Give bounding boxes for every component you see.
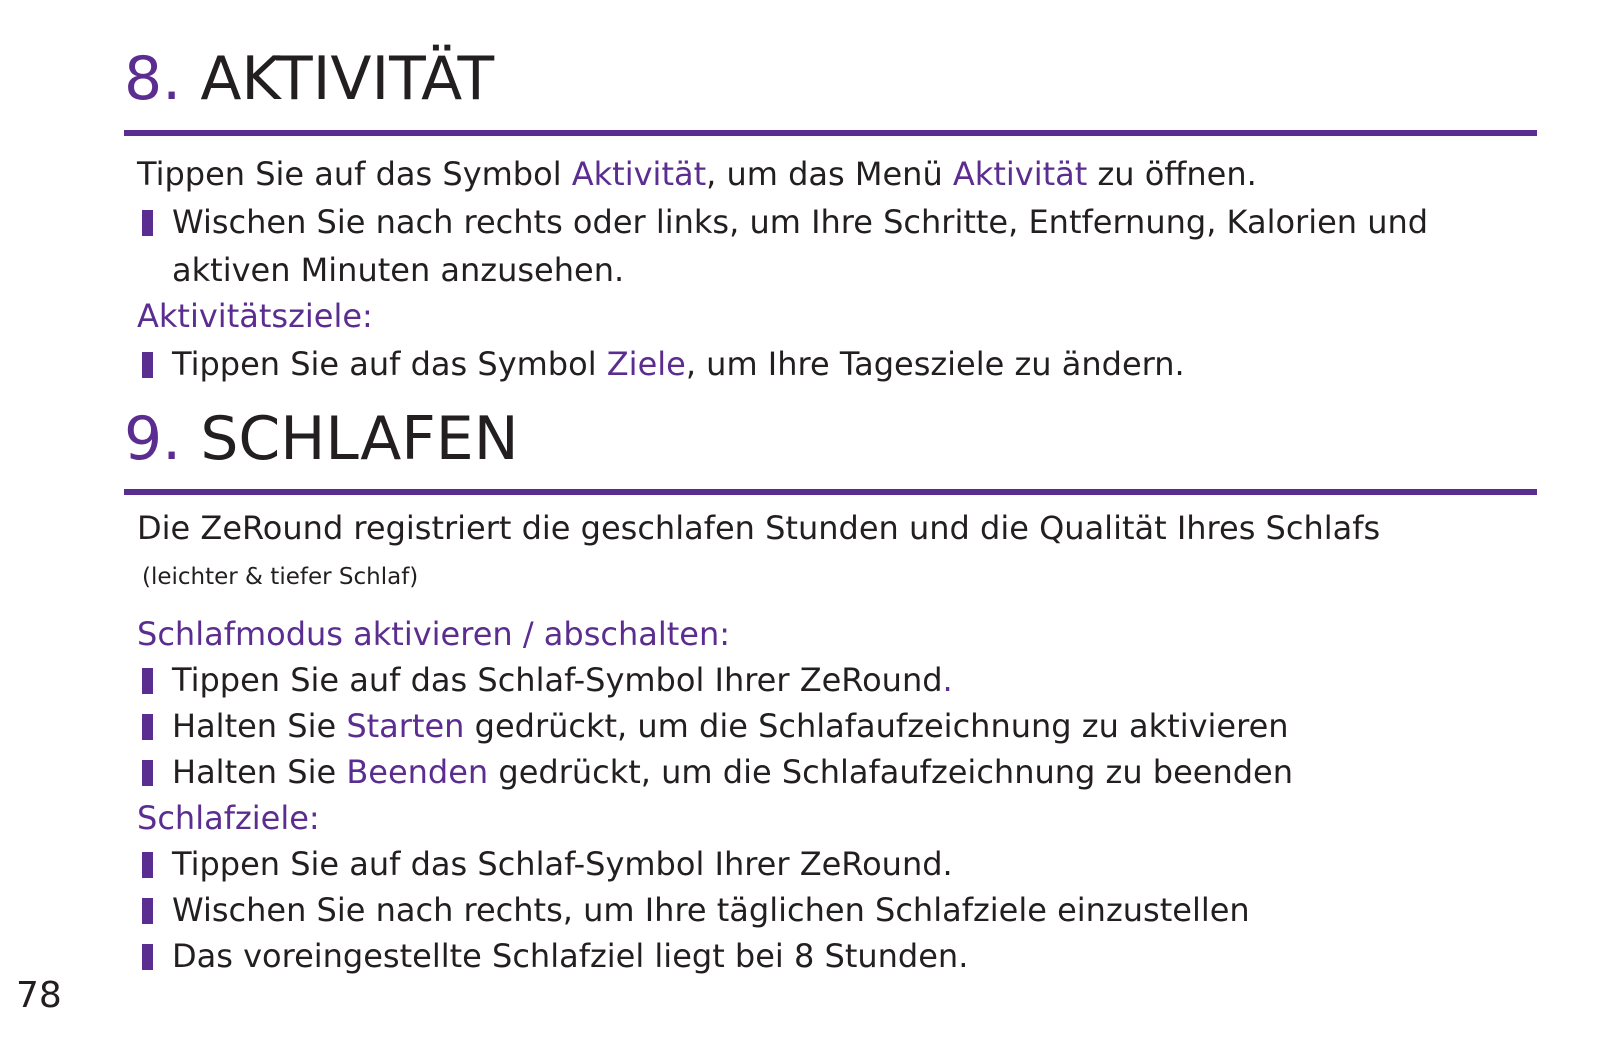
section-8-intro [137, 154, 1257, 194]
list-item [142, 340, 1532, 388]
section-8-number: 8. [124, 44, 182, 114]
bullet-marker [142, 714, 153, 740]
list-item-text: Tippen Sie auf das Schlaf-Symbol Ihrer ZeRound. [172, 845, 953, 883]
list-item [142, 198, 1532, 294]
intro-text-pre: Tippen Sie auf das Symbol [137, 155, 572, 193]
list-item-text: Das voreingestellte Schlafziel liegt bei 8 Stunden. [172, 937, 969, 975]
section-9-heading [124, 404, 519, 474]
list-item-text: Halten Sie Beenden gedrückt, um die Schlafaufzeichnung zu beenden [172, 753, 1294, 791]
activity-menu-ref: Aktivität [952, 155, 1088, 193]
stop-button-ref: Beenden [346, 753, 489, 791]
bullet-marker [142, 944, 153, 970]
start-button-ref: Starten [346, 707, 465, 745]
sleep-goals-heading: Schlafziele: [137, 799, 320, 837]
section-9-number: 9. [124, 404, 182, 474]
list-item [142, 656, 1532, 704]
sleep-mode-heading: Schlafmodus aktivieren / abschalten: [137, 615, 731, 653]
list-item-text: Wischen Sie nach rechts, um Ihre täglichen Schlafziele einzustellen [172, 891, 1250, 929]
bullet-marker [142, 210, 153, 236]
list-item [142, 748, 1532, 796]
intro-text-post: zu öffnen. [1087, 155, 1257, 193]
section-9-intro-note: (leichter & tiefer Schlaf) [142, 564, 419, 590]
list-item-text: Halten Sie Starten gedrückt, um die Schlafaufzeichnung zu aktivieren [172, 707, 1289, 745]
list-item-text: Tippen Sie auf das Symbol Ziele, um Ihre Tagesziele zu ändern. [172, 345, 1185, 383]
section-9-divider [124, 489, 1537, 495]
list-item [142, 932, 1532, 980]
section-8-heading [124, 44, 494, 114]
bullet-marker [142, 852, 153, 878]
section-9-intro: Die ZeRound registriert die geschlafen Stunden und die Qualität Ihres Schlafs [137, 509, 1381, 547]
page-number: 78 [16, 975, 62, 1016]
list-item [142, 702, 1532, 750]
list-item-text: Tippen Sie auf das Schlaf-Symbol Ihrer ZeRound. [172, 661, 953, 699]
bullet-marker [142, 760, 153, 786]
list-item [142, 840, 1532, 888]
section-9-title: SCHLAFEN [200, 404, 519, 474]
list-item-text: Wischen Sie nach rechts oder links, um Ihre Schritte, Entfernung, Kalorien und aktiven Minuten anzusehen. [172, 203, 1429, 289]
section-8-title: AKTIVITÄT [200, 44, 495, 114]
list-item [142, 886, 1532, 934]
intro-text-mid: , um das Menü [706, 155, 953, 193]
bullet-marker [142, 668, 153, 694]
bullet-marker [142, 352, 153, 378]
bullet-marker [142, 898, 153, 924]
section-8-divider [124, 130, 1537, 136]
activity-goals-heading: Aktivitätsziele: [137, 297, 373, 335]
activity-symbol-ref: Aktivität [571, 155, 707, 193]
goals-symbol-ref: Ziele [606, 345, 686, 383]
